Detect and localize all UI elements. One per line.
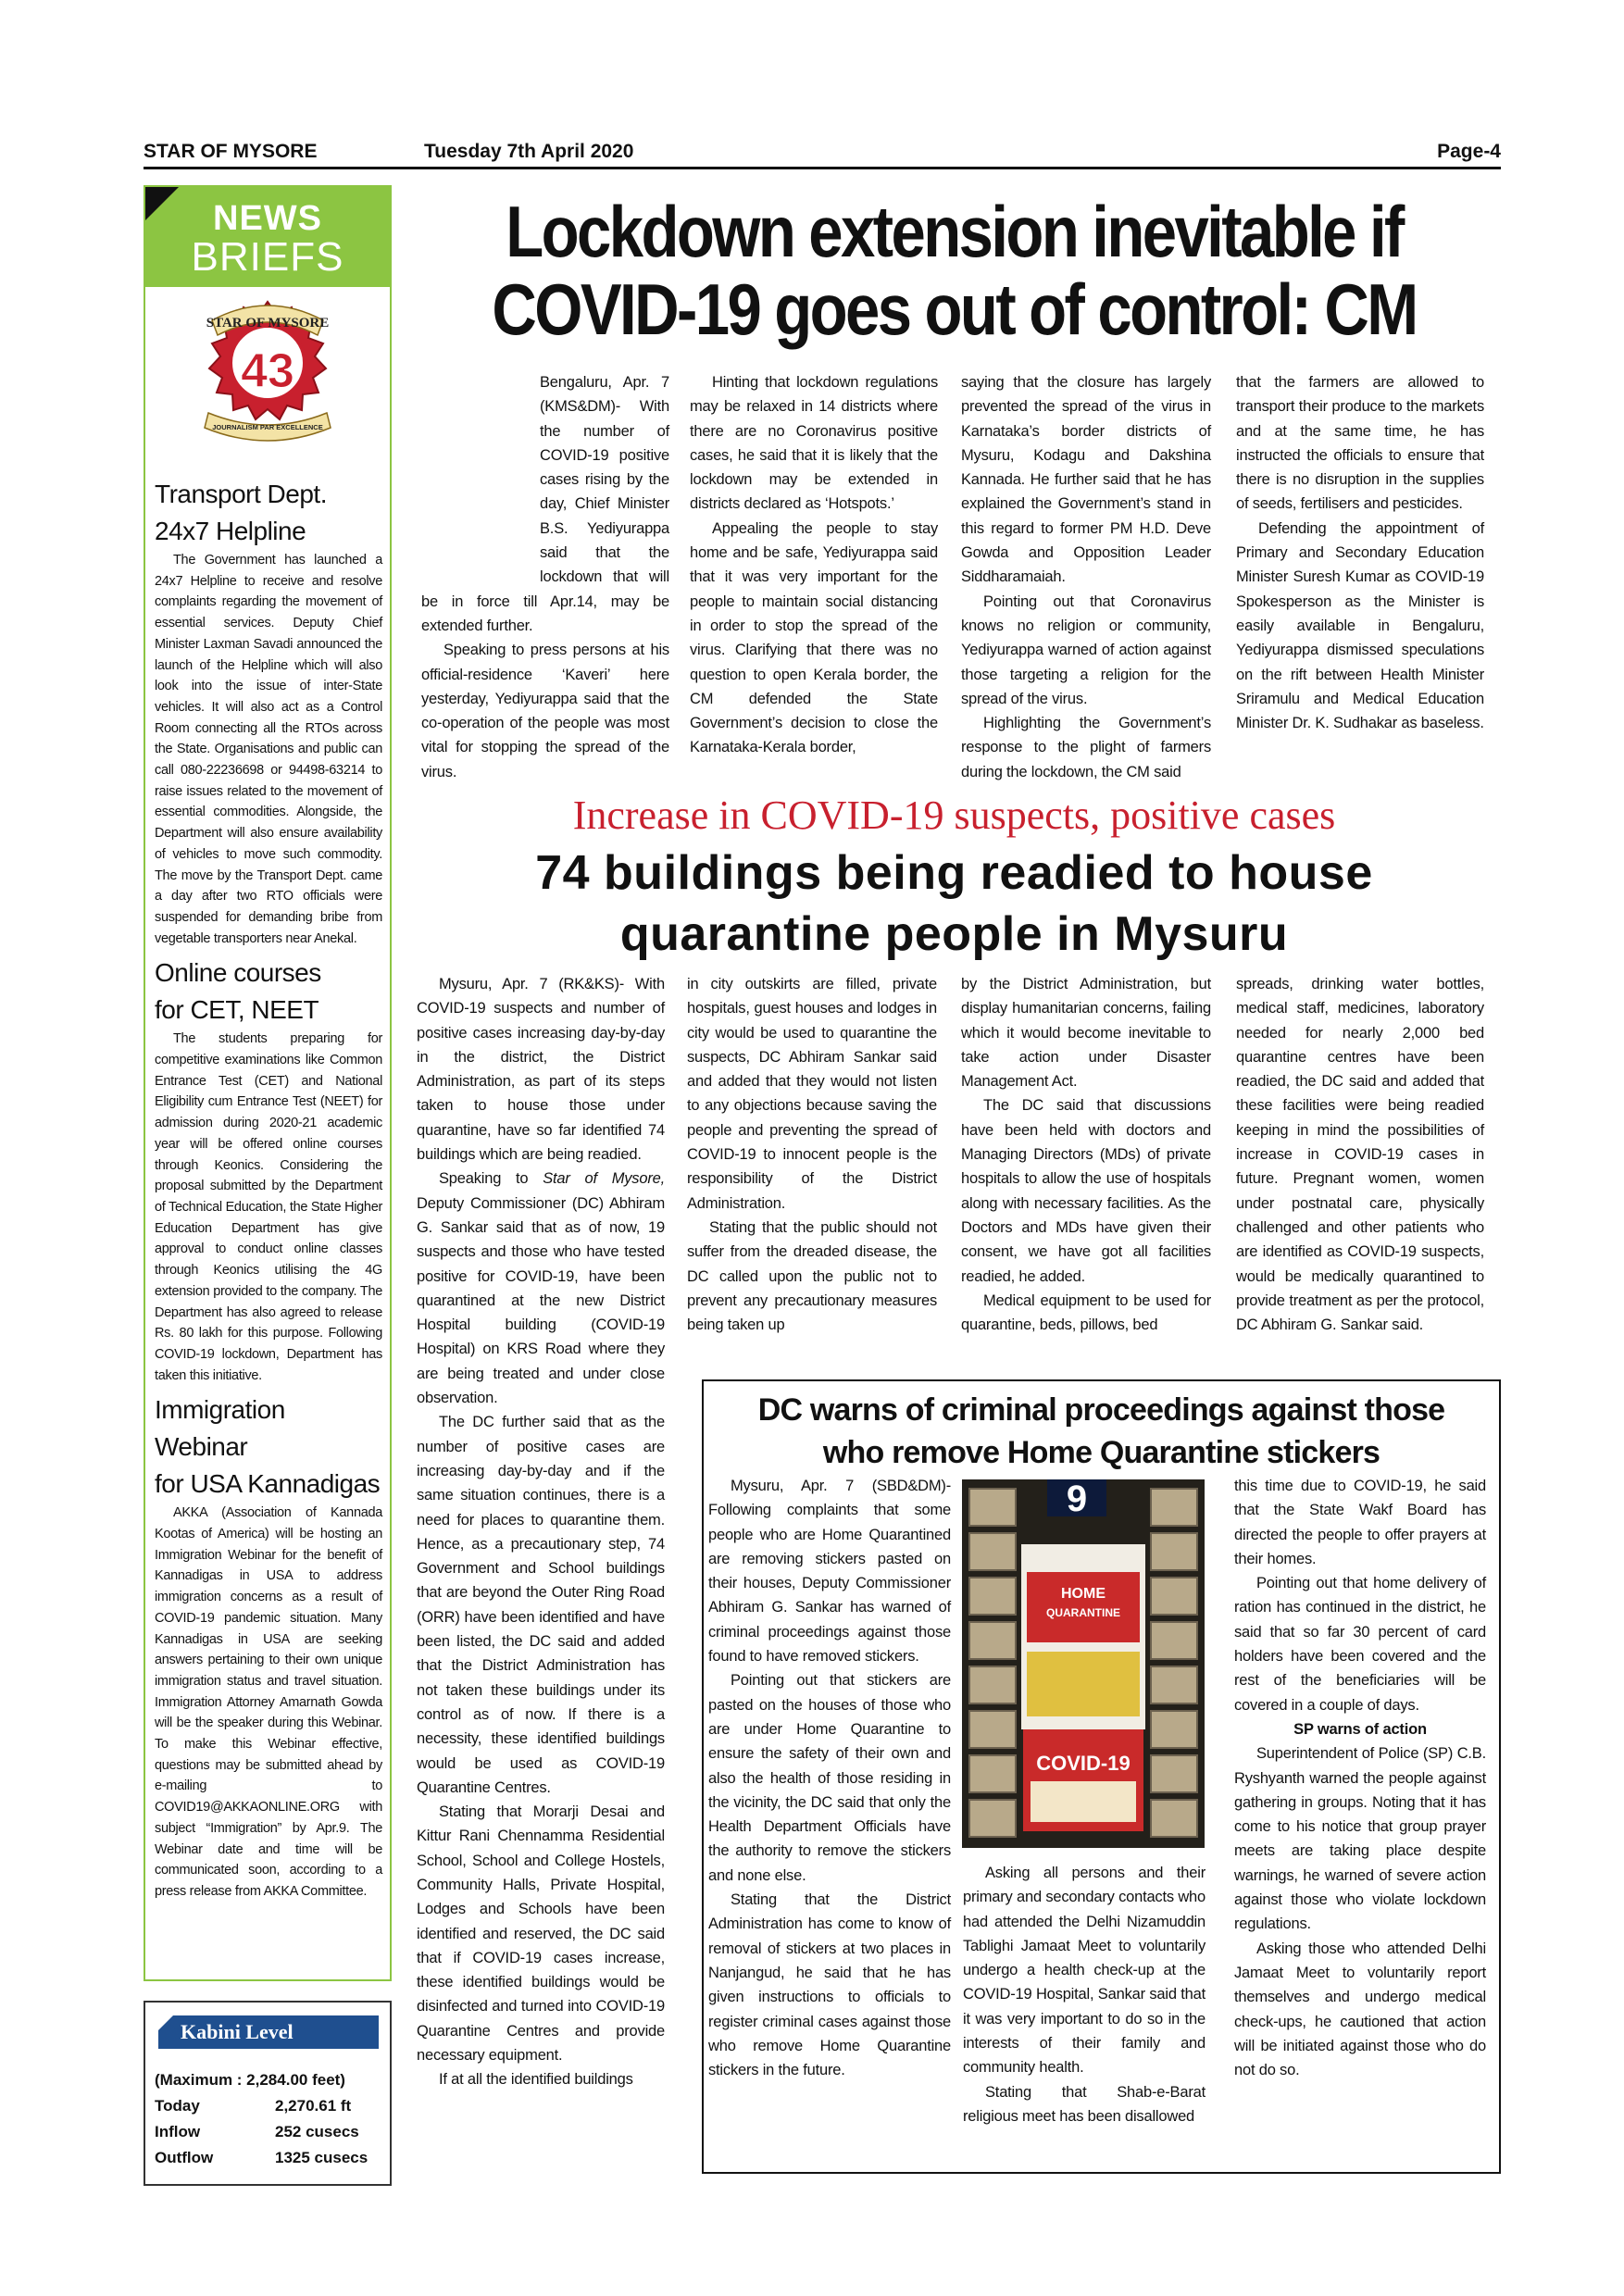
masthead-rule <box>144 167 1501 169</box>
story1-paragraph: Appealing the people to stay home and be safe, Yediyurappa said that it was very important for the people to maintain social distancing in order to stop the spread of the virus. Clarifying that there was no question to open Kerala border, the CM defended the State Government’s decision to close the Karnataka-Kerala border, <box>690 519 938 756</box>
story1-column-3 <box>961 370 1211 784</box>
story3-paragraph: this time due to COVID-19, he said that the State Wakf Board has directed the people to offer prayers at their homes. <box>1234 1478 1486 1567</box>
story1-paragraph: Bengaluru, Apr. 7 (KMS&DM)- With the number of COVID-19 positive cases rising by the day, Chief Minister B.S. Yediyurappa said that the lockdown that will be in force till Apr.14, may be extended further. <box>421 374 669 634</box>
masthead-page-number: Page-4 <box>1437 141 1501 162</box>
masthead <box>144 139 1501 167</box>
story3-column-1 <box>708 1474 951 2082</box>
story3-column-3 <box>1234 1474 1486 2082</box>
brief-item <box>155 476 382 949</box>
headline-line: Lockdown extension inevitable if <box>506 191 1403 272</box>
story1-paragraph: Defending the appointment of Primary and Secondary Education Minister Suresh Kumar as COVID-19 Spokesperson as the Minister is easily available in Bengaluru, Yediyurappa dismissed speculations on the rift between Health Minister Sriramulu and Medical Education Minister Dr. K. Sudhakar as baseless. <box>1236 519 1484 732</box>
brief-body: The Government has launched a 24x7 Helpline to receive and resolve complaints regarding the movement of essential services. Deputy Chief Minister Laxman Savadi announced the launch of the Helpline which will also look into the issue of inter-State vehicles. It will also act as a Control Room connecting all the RTOs across the State. Organisations and public can call 080-22236698 or 94498-63214 to raise issues related to the movement of essential commodities. Alongside, the Department will also ensure availability of vehicles to move such commodity. The move by the Transport Dept. came a day after two RTO officials were suspended for demanding bribe from vegetable transporters near Anekal. <box>155 553 382 946</box>
story1-paragraph: Speaking to press persons at his official-residence ‘Kaveri’ here yesterday, Yediyurappa said that the co-operation of the people was most vital for stopping the spread of the virus. <box>421 642 669 780</box>
brief-title <box>155 955 382 1029</box>
story2-paragraph: Mysuru, Apr. 7 (RK&KS)- With COVID-19 suspects and number of positive cases increasing day-by-day in the district, the District Administration, as part of its steps taken to house those under quarantine, have so far identified 74 buildings which are being readied. <box>417 976 665 1164</box>
story1-paragraph: saying that the closure has largely prevented the spread of the virus in Karnataka’s border districts of Mysuru, Kodagu and Dakshina Kannada. He further said that he has explained the Government’s stand in this regard to former PM H.D. Deve Gowda and Opposition Leader Siddharamaiah. <box>961 374 1211 586</box>
logo-motto: JOURNALISM PAR EXCELLENCE <box>212 423 323 431</box>
brief-title <box>155 476 382 550</box>
story2-headline <box>407 842 1501 965</box>
news-label: NEWS <box>213 199 322 238</box>
story2-paragraph: The DC further said that as the number of positive cases are increasing day-by-day and if the same situation continues, there is a need for places to quarantine them. Hence, as a precautionary step, 74 Government and School buildings that are beyond the Outer Ring Road (ORR) have been identified and have been listed, the DC said and added that the District Administration has not taken these buildings under its control as of now. If there is a necessity, these identified buildings would be used as COVID-19 Quarantine Centres. <box>417 1414 665 1796</box>
kabini-row-label: Today <box>155 2097 200 2115</box>
quarantine-sticker-photo <box>962 1479 1205 1848</box>
story2-column-1 <box>417 972 665 2092</box>
headline-line: 74 buildings being readied to house <box>535 846 1373 900</box>
house-number: 9 <box>1066 1479 1088 1519</box>
masthead-date: Tuesday 7th April 2020 <box>424 141 634 162</box>
story2-paragraph: If at all the identified buildings <box>439 2071 633 2089</box>
story3-paragraph: Asking those who attended Delhi Jamaat Meet to voluntarily report themselves and undergo medical check-ups, he cautioned that action will be initiated against those who do not do so. <box>1234 1940 1486 2079</box>
brief-title-line: Transport Dept. <box>155 480 327 508</box>
headline-line: DC warns of criminal proceedings against those <box>757 1392 1445 1428</box>
kabini-row-value: 252 cusecs <box>275 2123 359 2140</box>
story3-paragraph: Pointing out that stickers are pasted on the houses of those who are under Home Quarantine to ensure the safety of their own and also the health of those residing in the vicinity, the DC said that only the Health Department Officials have the authority to remove the stickers and none else. <box>708 1672 951 1884</box>
story1-column-4 <box>1236 370 1484 735</box>
story3-paragraph: Asking all persons and their primary and secondary contacts who had attended the Delhi Nizamuddin Tablighi Jamaat Meet to voluntarily undergo a health check-up at the COVID-19 Hospital, Sankar said that it was very important to do so in the interests of their family and community health. <box>963 1865 1206 2077</box>
story2-kicker: Increase in COVID-19 suspects, positive cases <box>572 792 1336 838</box>
story2-column-3 <box>961 972 1211 1337</box>
story2-paragraph: spreads, drinking water bottles, medical staff, medicines, laboratory needed for nearly 2,000 bed quarantine centres have been readied, the DC said and added that these facilities were being readied keeping in mind the possibilities of increase in COVID-19 cases in future. Pregnant women, women under postnatal care, physically challenged and other patients who are identified as COVID-19 suspects, would be medically quarantined to provide treatment as per the protocol, DC Abhiram G. Sankar said. <box>1236 976 1484 1334</box>
story3-column-2 <box>963 1861 1206 2128</box>
kabini-row-label: Inflow <box>155 2123 201 2140</box>
brief-body: AKKA (Association of Kannada Kootas of America) will be hosting an Immigration Webinar for the benefit of Kannadigas in USA to address immigration concerns as a result of COVID-19 pandemic situation. Many Kannadigas in USA are seeking answers pertaining to their own unique immigration status and travel situation. Immigration Attorney Amarnath Gowda will be the speaker during this Webinar. To make this Webinar effective, questions may be submitted ahead by e-mailing to COVID19@AKKAONLINE.ORG with subject “Immigration” by Apr.9. The Webinar date and time will be communicated soon, according to a press release from AKKA Committee. <box>155 1505 382 1899</box>
brief-item <box>155 955 382 1386</box>
brief-body: The students preparing for competitive examinations like Common Entrance Test (CET) and National Eligibility cum Entrance Test (NEET) for admission during 2020-21 academic year will be offered online courses through Keonics. Considering the proposal submitted by the Department of Technical Education, the State Higher Education Department has give approval to conduct online classes through Keonics utilising the 4G extension provided to the company. The Department has also agreed to release Rs. 80 lakh for this purpose. Following COVID-19 lockdown, Department has taken this initiative. <box>155 1031 382 1383</box>
kabini-level-title-text: Kabini Level <box>181 2020 294 2043</box>
story2-paragraph: Stating that the public should not suffer from the dreaded disease, the DC called upon the public not to prevent any precautionary measures being taken up <box>687 1218 937 1334</box>
logo-number: 43 <box>241 344 294 398</box>
brief-title-line: for CET, NEET <box>155 995 319 1025</box>
masthead-paper-name: STAR OF MYSORE <box>144 141 318 162</box>
story2-text: Deputy Commissioner (DC) Abhiram G. Sankar said that as of now, 19 suspects and those who have tested positive for COVID-19, have been quarantined at the new District Hospital building (COVID-19 Hospital) on KRS Road where they are being treated and under close observation. <box>417 1194 665 1407</box>
photo-float-spacer <box>421 370 540 585</box>
story3-paragraph: Pointing out that home delivery of ration has continued in the district, he said that so far 30 percent of card holders have been covered and the rest of the beneficiaries will be covered in a couple of days. <box>1234 1575 1486 1714</box>
story1-column-1-text <box>421 370 669 787</box>
story2-paragraph <box>417 1167 665 1410</box>
story2-paragraph: Medical equipment to be used for quarantine, beds, pillows, bed <box>961 1292 1211 1334</box>
story1-paragraph: that the farmers are allowed to transport their produce to the markets and at the same time, he has instructed the officials to ensure that there is no disruption in the supplies of seeds, fertilisers and pesticides. <box>1236 374 1484 513</box>
news-briefs-list <box>155 476 382 1908</box>
story3-paragraph: Stating that the District Administration has come to know of removal of stickers at two places in Nanjangud, he said that he has given instructions to officials to register criminal cases against those who remove Home Quarantine stickers in the future. <box>708 1891 951 2079</box>
news-briefs-header <box>145 187 390 287</box>
kabini-row-value: 2,270.61 ft <box>275 2097 352 2115</box>
brief-title-line: 24x7 Helpline <box>155 517 306 545</box>
story1-paragraph: Hinting that lockdown regulations may be relaxed in 14 districts where there are no Coronavirus positive cases, he said that it is likely that the lockdown may be extended in districts declared as ‘Hotspots.’ <box>690 374 938 513</box>
story2-paragraph: The DC said that discussions have been held with doctors and Managing Directors (MDs) of private hospitals to allow the use of hospitals along with necessary facilities. As the Doctors and MDs have given their consent, we have got all facilities readied, he added. <box>961 1097 1211 1285</box>
story2-text: Speaking to <box>439 1170 543 1188</box>
brief-title-line: for USA Kannadigas <box>155 1469 381 1499</box>
story3-paragraph: Stating that Shab-e-Barat religious meet has been disallowed <box>963 2083 1206 2125</box>
sticker-quarantine-label: QUARANTINE <box>1046 1606 1120 1619</box>
kabini-row-value: 1325 cusecs <box>275 2149 369 2166</box>
story3-paragraph: Superintendent of Police (SP) C.B. Ryshyanth warned the people against gathering in groups. Noting that it has come to his notice that group prayer meets are taking place despite warnings, he warned of severe action against those who violate lockdown regulations. <box>1234 1745 1486 1933</box>
sticker-home-label: HOME <box>1061 1586 1106 1602</box>
story2-paragraph: Stating that Morarji Desai and Kittur Rani Chennamma Residential School, School and College Hostels, Community Halls, Private Hospital, Lodges and Schools have been identified and reserved, the DC said that if COVID-19 cases increase, these identified buildings would be disinfected and turned into COVID-19 Quarantine Centres and provide necessary equipment. <box>417 1803 665 2065</box>
quarantine-sticker-illustration <box>962 1479 1205 1848</box>
brief-title-line: Immigration Webinar <box>155 1395 285 1462</box>
story1-paragraph: Highlighting the Government’s response to the plight of farmers during the lockdown, the CM said <box>961 715 1211 780</box>
logo-estd-text: Estd. 1978 <box>247 335 288 344</box>
kabini-level-title <box>158 2015 379 2049</box>
kabini-maximum: (Maximum : 2,284.00 feet) <box>155 2071 345 2089</box>
story3-paragraph: Mysuru, Apr. 7 (SBD&DM)- Following complaints that some people who are Home Quarantined are removing stickers pasted on their houses, Deputy Commissioner Abhiram G. Sankar has warned of criminal proceedings against those found to have removed stickers. <box>708 1478 951 1666</box>
story2-publication-name: Star of Mysore, <box>543 1170 665 1188</box>
sticker-covid-label: COVID-19 <box>1036 1752 1131 1775</box>
story2-paragraph: in city outskirts are filled, private hospitals, guest houses and lodges in city would be used to quarantine the suspects, DC Abhiram Sankar said and added that they would not listen to any objections because saving the people and preventing the spread of COVID-19 to innocent people is the responsibility of the District Administration. <box>687 976 937 1212</box>
story1-headline <box>484 193 1425 348</box>
brief-title-line: Online courses <box>155 958 321 988</box>
headline-line: who remove Home Quarantine stickers <box>822 1435 1380 1470</box>
kabini-level-box <box>144 2001 392 2186</box>
brief-title <box>155 1391 382 1503</box>
story3-headline <box>704 1389 1499 1474</box>
brief-item <box>155 1391 382 1902</box>
headline-line: quarantine people in Mysuru <box>619 907 1289 961</box>
corner-triangle <box>158 2015 173 2030</box>
story1-paragraph: Pointing out that Coronavirus knows no religion or community, Yediyurappa warned of action against those targeting a religion for the spread of the virus. <box>961 593 1211 707</box>
story3-subheading: SP warns of action <box>1293 1720 1427 1738</box>
headline-line: COVID-19 goes out of control: CM <box>492 268 1417 350</box>
kabini-row-label: Outflow <box>155 2149 214 2166</box>
briefs-label: BRIEFS <box>191 234 344 280</box>
story2-column-4 <box>1236 972 1484 1337</box>
logo-top-text: STAR OF MYSORE <box>206 316 330 331</box>
story1-column-2 <box>690 370 938 760</box>
news-briefs-sidebar <box>144 185 392 1981</box>
star-of-mysore-43-logo <box>192 296 344 444</box>
story2-paragraph: by the District Administration, but display humanitarian concerns, failing which it would become inevitable to take action under Disaster Management Act. <box>961 976 1211 1091</box>
story2-column-2 <box>687 972 937 1337</box>
